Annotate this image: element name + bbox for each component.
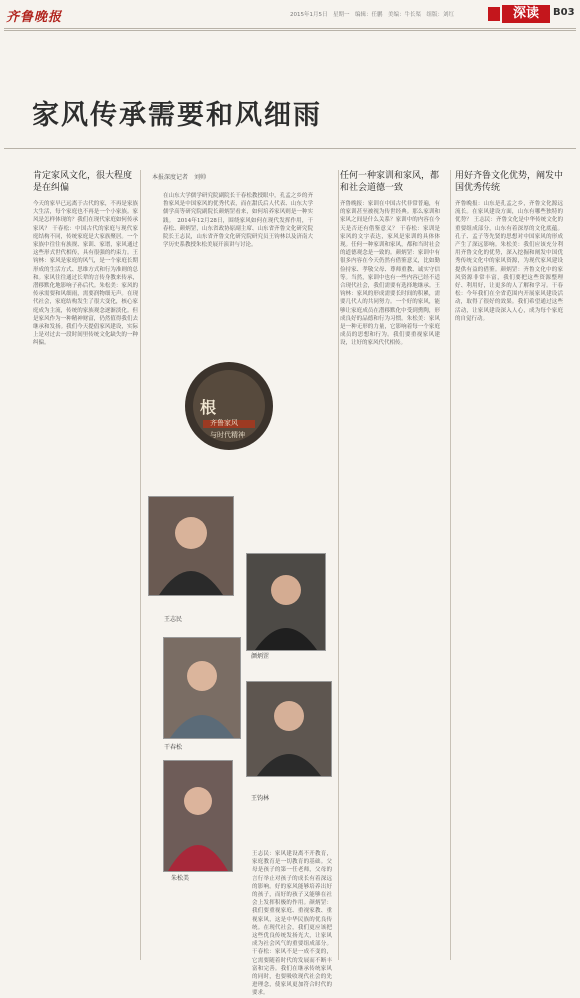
top-rule-thin [4, 30, 576, 31]
column-1 [33, 170, 138, 960]
photo-wang-zhimin [148, 496, 234, 596]
column-4 [455, 170, 563, 960]
photo-gan-chunsong [163, 637, 241, 739]
section-tag [502, 5, 550, 23]
column-4-body: 齐鲁晚报：山东是孔孟之乡，齐鲁文化源远流长。在家风建设方面，山东有哪些独特的优势？ 王志民：齐鲁文化是中华传统文化的重要组成部分，山东有着深厚的文化底蕴。孔子、孟子等先贤的思想对中国家风的形成产生了深远影响。朱松美：我们应该充分利用齐鲁文化的优势，深入挖掘和阐发中国优秀传统文化中的家风资源，为现代家风建设提供有益的借鉴。颜炳罡：齐鲁文化中的家风资源非常丰富，我们要把这些资源整理好、利用好，让更多的人了解和学习。干春松：今年我们在全省范围内开展家风建设活动，取得了很好的效果。我们希望通过这些活动，让家风建设深入人心，成为每个家庭的自觉行动。 [455, 201, 563, 322]
top-rule [4, 28, 576, 29]
caption-gan-chunsong: 干春松 [164, 744, 183, 751]
caption-yan-binggang: 颜炳罡 [251, 653, 270, 660]
column-2-body: 王志民：家风建设离不开教育，家庭教育是一切教育的基础。父母是孩子的第一任老师，父母的言行举止对孩子的成长有着深远的影响。好的家风能够培养出好的孩子，而好的孩子又能够在社会上发挥积极的作用。颜炳罡：我们要重视家庭、重视家教、重视家风，这是中华民族的优良传统。在现代社会，我们更应该把这些优良传统发扬光大，让家风成为社会风气的重要组成部分。干春松：家风不是一成不变的，它需要随着时代的发展而不断丰富和完善。我们在继承传统家风的同时，也要吸收现代社会的先进理念，使家风更加符合时代的要求。 [252, 851, 332, 997]
column-1-body: 今天的家早已远离于古代的家，不再是家族大生活，每个家庭也不再是一个小家族。家风是怎样体现的？我们在现代家庭如何传承家风？ 干春松：中国古代的家庭与现代家庭结构不同，传统家庭是大家族聚居。一个家族中往往有族规、家训、家谱，家风通过这些形式世代相传，具有很强的约束力。王钧林：家风是家庭的风气，是一个家庭长期形成的生活方式、思维方式和行为准则的总和。家风往往通过长辈的言传身教来传承，潜移默化地影响子孙后代。朱松美：家风的传承需要和风细雨，需要润物细无声。在现代社会，家庭结构发生了很大变化，核心家庭成为主流，传统的家族观念逐渐淡化。但是家风作为一种精神财富，仍然值得我们去继承和发扬。我们今天提倡家风建设，实际上是对过去一段时间里传统文化缺失的一种纠偏。 [33, 201, 138, 347]
intro-block [163, 192, 313, 304]
headline: 家风传承需要和风细雨 [32, 100, 322, 131]
photo-yan-binggang [246, 553, 326, 651]
headline-rule [4, 148, 576, 149]
feature-big-char: 根 [200, 398, 217, 417]
feature-line-1: 齐鲁家风 [210, 419, 238, 427]
column-2-tail [252, 850, 332, 997]
column-4-heading: 用好齐鲁文化优势，阐发中国优秀传统 [455, 171, 564, 193]
column-3-heading: 任何一种家训和家风，都和社会道德一致 [340, 171, 440, 193]
masthead [0, 0, 580, 26]
column-1-heading: 肯定家风文化，很大程度是在纠偏 [33, 171, 133, 193]
paper-logo: 齐鲁晚报 [6, 10, 63, 25]
section-tag-label: 深读 [512, 6, 539, 21]
intro-text: 在山东大学儒学研究院副院长干春松教授眼中，孔孟之乡的齐鲁家风是中国家风的优秀代表，而在甜氏后人代表、山东大学儒学高等研究院副院长颜炳罡看来，如何培养家风则是一种实践。 2014年12月28日，围绕家风如何在现代发挥作用，干春松、颜炳罡，山东省政协原副主席、山东省齐鲁文化研究院院长王志民，山东省齐鲁文化研究院研究员王钧林以及济南大学历史系教授朱松美展开演讲与讨论。 [163, 193, 313, 249]
caption-wang-zhimin: 王志民 [164, 616, 183, 623]
column-3-body: 齐鲁晚报：家训在中国古代非常普遍，有的家训甚至被视为传世经典。那么家训和家风之间是什么关系？家训中的内容在今天是否还有借鉴意义？ 干春松：家训是家风的文字表达，家风是家训的具体体现。任何一种家训和家风，都和当时社会的道德观念是一致的。颜炳罡：家训中有很多内容在今天仍然有借鉴意义，比如勤俭持家、孝敬父母、尊师重教、诚实守信等。当然，家训中也有一些内容已经不适合现代社会，我们需要有选择地继承。王钧林：家风的形成需要长时间的积累，需要几代人的共同努力。一个好的家风，能够让家庭成员在潜移默化中受到熏陶，形成良好的品德和行为习惯。朱松美：家风是一种无形的力量，它影响着每一个家庭成员的思想和行为。我们要重视家风建设，让好的家风代代相传。 [340, 201, 440, 347]
column-divider-3 [450, 170, 451, 960]
section-tag-marker [488, 7, 500, 21]
column-divider-1 [140, 170, 141, 960]
photo-wang-junlin [246, 681, 332, 777]
column-divider-2 [338, 170, 339, 960]
caption-zhu-songmei: 朱松美 [171, 875, 190, 882]
feature-line-2: 与时代精神 [210, 431, 245, 439]
photo-zhu-songmei [163, 760, 233, 872]
caption-wang-junlin: 王钧林 [251, 795, 270, 802]
page-number: B03 [553, 7, 575, 18]
dateline: 2015年1月5日 星期一 编辑：任鹏 美编：牛长渠 组版：刘红 [290, 12, 454, 18]
reporter-byline: 本报深度记者 刘帅 [152, 174, 207, 181]
column-3 [340, 170, 440, 960]
